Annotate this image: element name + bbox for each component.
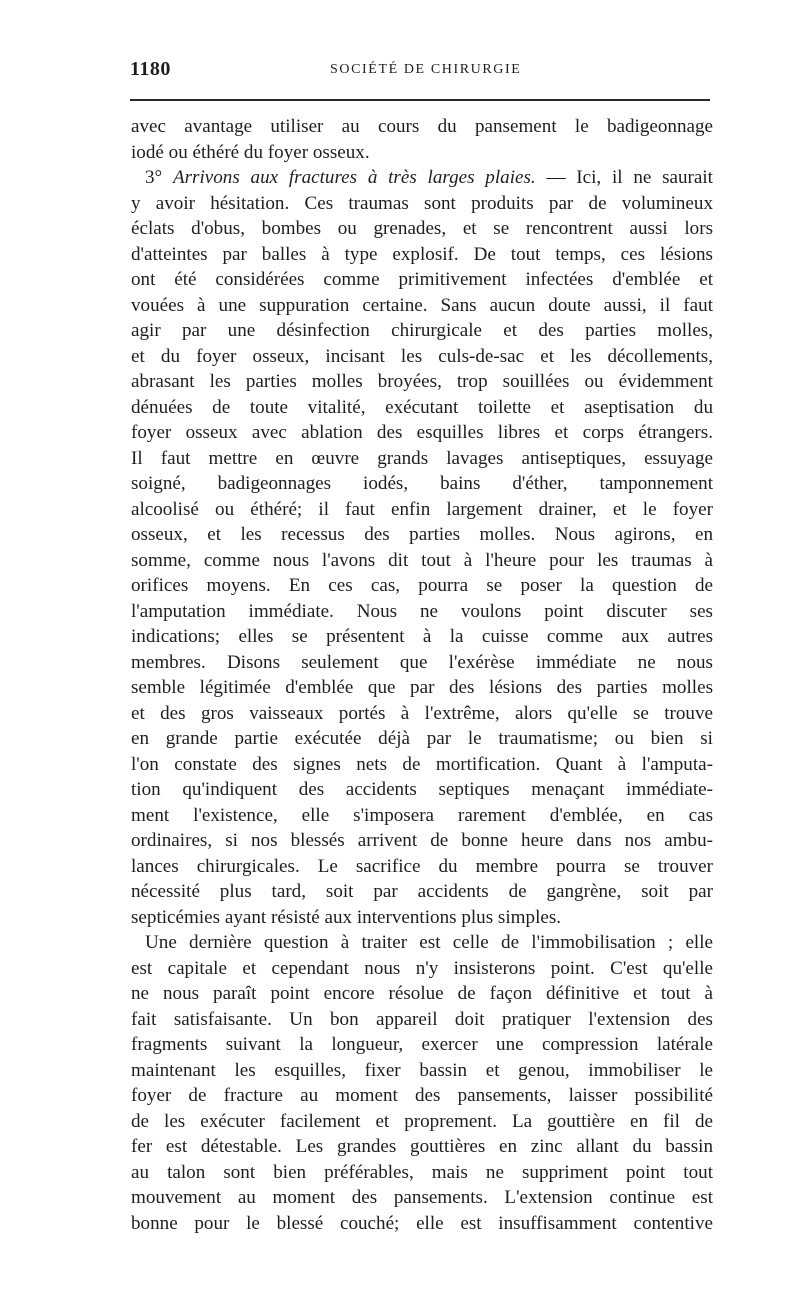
text-line: mouvement au moment des pansements. L'extension continue est (131, 1187, 713, 1208)
text-line: y avoir hésitation. Ces traumas sont produits par de volumineux (131, 192, 713, 214)
section-number: 3° (145, 167, 173, 188)
text-line: avec avantage utiliser au cours du pansement le badigeonnage (131, 116, 713, 137)
text-line: alcoolisé ou éthéré; il faut enfin largement drainer, et le foyer (131, 498, 713, 520)
text-line: abrasant les parties molles broyées, trop souillées ou évidemment (131, 371, 713, 392)
text-line: iodé ou éthéré du foyer osseux. (131, 141, 370, 163)
page-header (130, 58, 710, 88)
section-heading-rest: — Ici, il ne saurait (535, 167, 713, 188)
text-line: septicémies ayant résisté aux interventions plus simples. (131, 906, 562, 928)
text-line: et des gros vaisseaux portés à l'extrême, alors qu'elle se trouve (131, 702, 713, 724)
text-line: osseux, et les recessus des parties molles. Nous agirons, en (131, 524, 713, 545)
text-line: indications; elles se présentent à la cuisse comme aux autres (131, 626, 713, 647)
text-line: dénuées de toute vitalité, exécutant toilette et aseptisation du (131, 396, 713, 418)
text-line: ordinaires, si nos blessés arrivent de bonne heure dans nos ambu- (131, 830, 713, 851)
text-line: fer est détestable. Les grandes gouttières en zinc allant du bassin (131, 1136, 713, 1157)
text-line: foyer de fracture au moment des pansements, laisser possibilité (131, 1085, 713, 1106)
text-line: ont été considérées comme primitivement infectées d'emblée et (131, 269, 713, 290)
text-line: membres. Disons seulement que l'exérèse immédiate ne nous (131, 651, 713, 673)
text-line: de les exécuter facilement et proprement. La gouttière en fil de (131, 1110, 713, 1132)
text-line: agir par une désinfection chirurgicale et des parties molles, (131, 320, 713, 341)
text-line: est capitale et cependant nous n'y insisterons point. C'est qu'elle (131, 957, 713, 979)
text-line: somme, comme nous l'avons dit tout à l'heure pour les traumas à (131, 549, 713, 571)
text-line: nécessité plus tard, soit par accidents de gangrène, soit par (131, 881, 713, 902)
page-number: 1180 (130, 58, 171, 80)
text-line: éclats d'obus, bombes ou grenades, et se rencontrent aussi lors (131, 218, 713, 239)
text-line: ne nous paraît point encore résolue de façon définitive et tout à (131, 983, 713, 1004)
text-line: l'amputation immédiate. Nous ne voulons point discuter ses (131, 600, 713, 622)
text-line: ment l'existence, elle s'imposera rarement d'emblée, en cas (131, 804, 713, 826)
text-line: et du foyer osseux, incisant les culs-de-sac et les décollements, (131, 345, 713, 367)
text-line: l'on constate des signes nets de mortification. Quant à l'amputa- (131, 753, 713, 775)
body-text (131, 114, 713, 1236)
text-line: Il faut mettre en œuvre grands lavages antiseptiques, essuyage (131, 447, 713, 469)
text-line: d'atteintes par balles à type explosif. De tout temps, ces lésions (131, 243, 713, 265)
text-line: vouées à une suppuration certaine. Sans aucun doute aussi, il faut (131, 294, 713, 316)
text-line: bonne pour le blessé couché; elle est insuffisamment contentive (131, 1212, 713, 1234)
header-rule (130, 99, 710, 101)
text-line: Une dernière question à traiter est celle de l'immobilisation ; elle (145, 932, 713, 953)
text-line: fragments suivant la longueur, exercer une compression latérale (131, 1034, 713, 1055)
text-line: foyer osseux avec ablation des esquilles libres et corps étrangers. (131, 422, 713, 443)
text-line: lances chirurgicales. Le sacrifice du membre pourra se trouver (131, 855, 713, 877)
text-line: au talon sont bien préférables, mais ne suppriment point tout (131, 1161, 713, 1183)
text-line: en grande partie exécutée déjà par le traumatisme; ou bien si (131, 728, 713, 749)
text-line: semble légitimée d'emblée que par des lésions des parties molles (131, 677, 713, 698)
text-line: tion qu'indiquent des accidents septiques menaçant immédiate- (131, 779, 713, 800)
text-line: orifices moyens. En ces cas, pourra se poser la question de (131, 575, 713, 596)
section-title: Arrivons aux fractures à très larges plaies. (172, 167, 536, 188)
text-line: soigné, badigeonnages iodés, bains d'éther, tamponnement (131, 473, 713, 494)
text-line: fait satisfaisante. Un bon appareil doit pratiquer l'extension des (131, 1008, 713, 1030)
running-title: SOCIÉTÉ DE CHIRURGIE (330, 62, 522, 77)
text-line: maintenant les esquilles, fixer bassin et genou, immobiliser le (131, 1059, 713, 1081)
section-heading-line (131, 165, 713, 191)
